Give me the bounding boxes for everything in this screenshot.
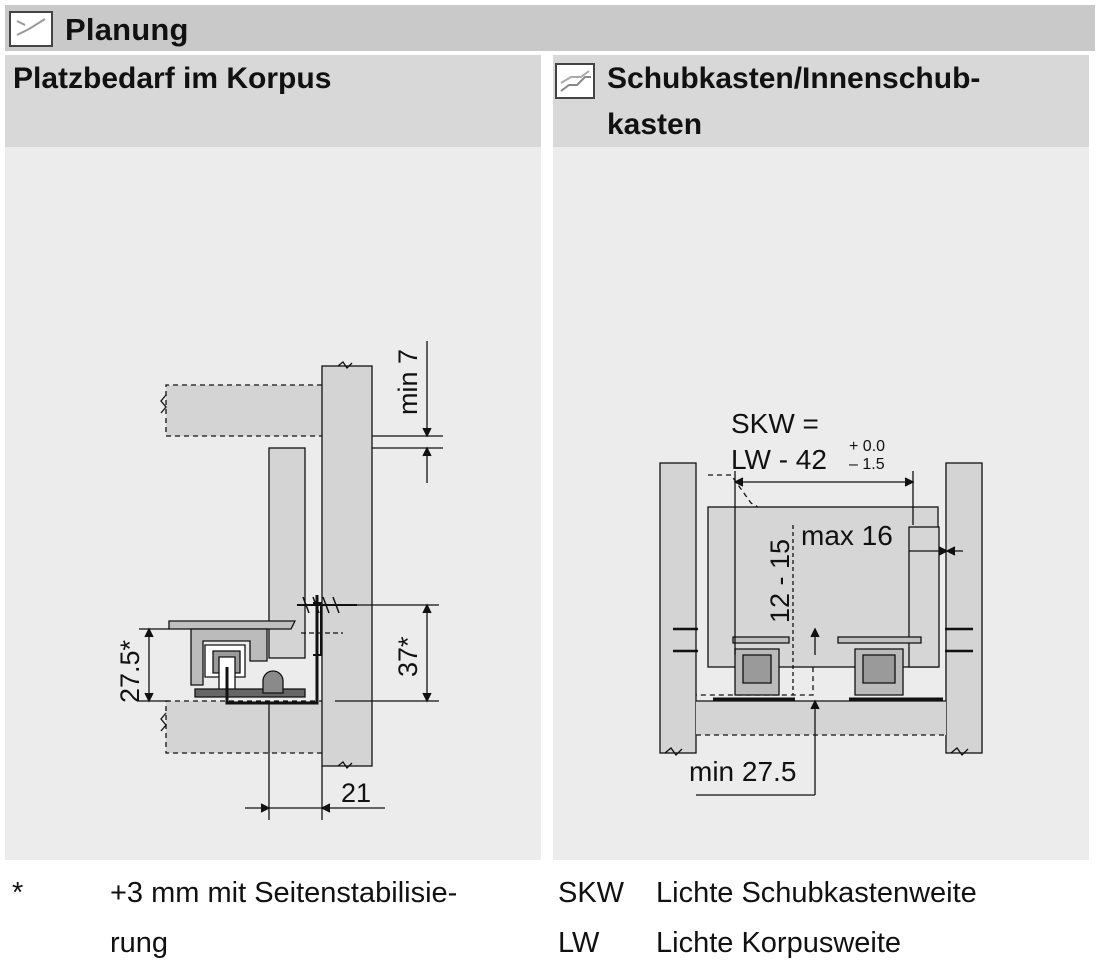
section-title: Planung [65, 12, 189, 47]
dim-min-27-5: min 27.5 [689, 756, 797, 787]
footnote-text-line2: rung [110, 927, 169, 959]
dim-12-15: 12 - 15 [765, 538, 795, 623]
dim-skw-line1: SKW = [731, 408, 819, 439]
dim-min-7: min 7 [393, 348, 423, 415]
right-panel-title-line2: kasten [607, 108, 703, 141]
dim-tolerance-minus: – 1.5 [849, 456, 885, 473]
dim-tolerance-plus: + 0.0 [849, 438, 886, 455]
right-panel-title-line1: Schubkasten/Innenschub- [607, 62, 981, 95]
legend-abbr-skw: SKW [558, 877, 625, 909]
dim-21: 21 [341, 778, 372, 808]
legend-text-skw: Lichte Schubkastenweite [656, 877, 977, 909]
section-header [5, 5, 1095, 51]
footnote-text-line1: +3 mm mit Seitenstabilisie- [110, 877, 458, 909]
planning-icon [9, 11, 53, 47]
dim-27-5: 27.5* [115, 639, 145, 703]
legend-text-lw: Lichte Korpusweite [656, 927, 902, 959]
legend-abbr-lw: LW [558, 927, 600, 959]
dim-37: 37* [393, 636, 423, 677]
space-requirement-diagram [5, 55, 541, 860]
right-panel [553, 55, 1089, 860]
drawer-width-diagram [553, 55, 1089, 860]
footnote-key: * [12, 877, 24, 909]
left-panel [5, 55, 541, 860]
left-panel-title: Platzbedarf im Korpus [13, 62, 332, 95]
dim-skw-line2: LW - 42 [731, 444, 827, 475]
dim-max-16: max 16 [801, 520, 893, 551]
